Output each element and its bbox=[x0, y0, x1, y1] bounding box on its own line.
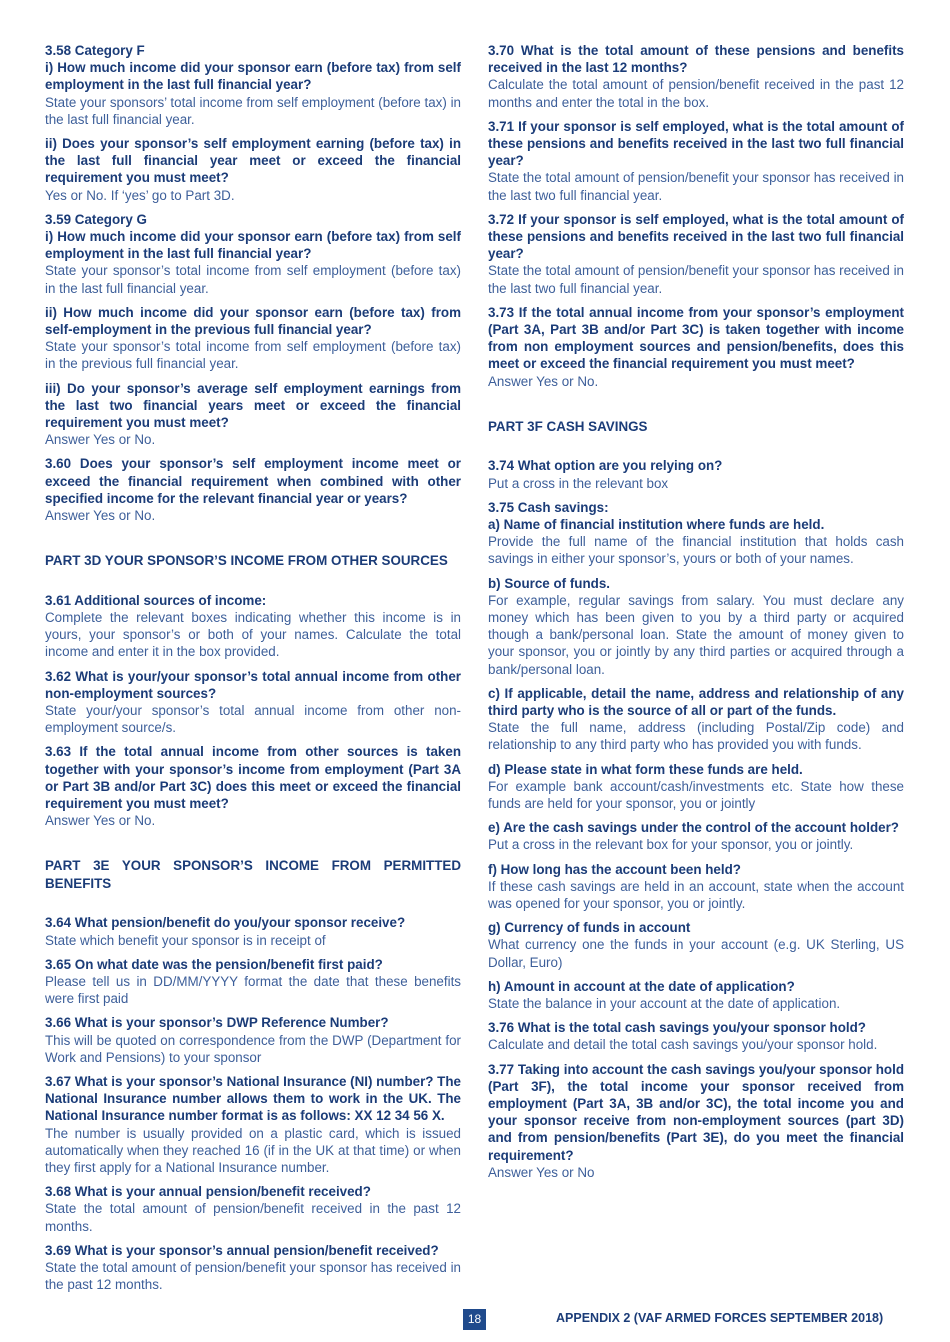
question-block bbox=[488, 819, 904, 853]
answer-guidance: What currency one the funds in your account (e.g. UK Sterling, US Dollar, Euro) bbox=[488, 937, 904, 970]
question-text: 3.67 What is your sponsor’s National Insurance (NI) number? The National Insurance number allows them to work in the UK. The National Insurance number format is as follows: XX 12 34 56 X. bbox=[45, 1074, 461, 1124]
answer-guidance: For example bank account/cash/investments etc. State how these funds are held for your sponsor, you or jointly bbox=[488, 778, 904, 812]
question-text: 3.74 What option are you relying on? bbox=[488, 458, 723, 474]
question-block bbox=[488, 457, 904, 491]
question-block bbox=[488, 118, 904, 204]
question-block bbox=[45, 956, 461, 1008]
question-text: d) Please state in what form these funds are held. bbox=[488, 761, 803, 777]
question-block bbox=[45, 304, 461, 373]
question-block bbox=[488, 919, 904, 971]
question-text: 3.60 Does your sponsor’s self employment income meet or exceed the financial requirement when combined with other specified income for the relevant financial year or years? bbox=[45, 456, 461, 506]
question-text: g) Currency of funds in account bbox=[488, 920, 691, 936]
question-text: 3.73 If the total annual income from your sponsor’s employment (Part 3A, Part 3B and/or Part 3C) is taken together with income from non employment sources and pension/benefits, does this meet or exceed the financial requirement you must meet? bbox=[488, 304, 904, 372]
answer-guidance: If these cash savings are held in an account, state when the account was opened for your sponsor, you or jointly. bbox=[488, 878, 904, 912]
question-block bbox=[488, 861, 904, 913]
question-text: 3.68 What is your annual pension/benefit received? bbox=[45, 1184, 371, 1200]
question-text: 3.59 Category G bbox=[45, 211, 147, 227]
question-text: iii) Do your sponsor’s average self employment earnings from the last two financial years meet or exceed the financial requirement you must meet? bbox=[45, 380, 461, 431]
question-block bbox=[45, 668, 461, 737]
question-block bbox=[488, 211, 904, 297]
footer-title: APPENDIX 2 (VAF ARMED FORCES SEPTEMBER 2018) bbox=[556, 1311, 884, 1325]
question-text: 3.64 What pension/benefit do you/your sponsor receive? bbox=[45, 915, 406, 931]
answer-guidance: Calculate the total amount of pension/benefit received in the past 12 months and enter the total in the box. bbox=[488, 77, 904, 110]
section-heading: PART 3E YOUR SPONSOR’S INCOME FROM PERMITTED BENEFITS bbox=[45, 858, 461, 891]
question-text: 3.58 Category F bbox=[45, 43, 145, 58]
question-text: 3.62 What is your/your sponsor’s total annual income from other non-employment sources? bbox=[45, 668, 461, 701]
question-text: 3.69 What is your sponsor’s annual pension/benefit received? bbox=[45, 1242, 439, 1258]
question-text: 3.71 If your sponsor is self employed, what is the total amount of these pensions and benefits received in the last two full financial year? bbox=[488, 118, 904, 169]
answer-guidance: Put a cross in the relevant box bbox=[488, 475, 669, 491]
answer-guidance: State the total amount of pension/benefit your sponsor has received in the past 12 months. bbox=[45, 1260, 461, 1293]
answer-guidance: State your sponsor’s total income from self employment (before tax) in the last full financial year. bbox=[45, 263, 461, 296]
question-text: c) If applicable, detail the name, address and relationship of any third party who is the source of all or part of the funds. bbox=[488, 685, 904, 718]
question-text: 3.65 On what date was the pension/benefit first paid? bbox=[45, 956, 383, 972]
answer-guidance: The number is usually provided on a plastic card, which is issued automatically when they reached 16 (if in the UK at that time) or when they first apply for a National Insurance number. bbox=[45, 1125, 461, 1176]
question-text: 3.66 What is your sponsor’s DWP Reference Number? bbox=[45, 1015, 389, 1031]
answer-guidance: Put a cross in the relevant box for your sponsor, you or jointly. bbox=[488, 837, 854, 853]
answer-guidance: State your/your sponsor’s total annual income from other non-employment source/s. bbox=[45, 703, 461, 736]
answer-guidance: State the total amount of pension/benefit received in the past 12 months. bbox=[45, 1201, 461, 1234]
answer-guidance: For example, regular savings from salary. You must declare any money which has been given to you by a third party or acquired though a bank/personal loan. State the amount of money given to your sponsor, you or jointly by any third parties or acquired through a bank/personal loan. bbox=[488, 592, 904, 677]
question-block bbox=[45, 743, 461, 829]
answer-guidance: Answer Yes or No bbox=[488, 1164, 595, 1180]
question-text: i) How much income did your sponsor earn (before tax) from self employment in the last full financial year? bbox=[45, 60, 461, 93]
question-block bbox=[45, 914, 461, 948]
question-block bbox=[45, 592, 461, 661]
question-block bbox=[45, 135, 461, 204]
answer-guidance: Complete the relevant boxes indicating whether this income is in yours, your sponsor’s or both of your names. Calculate the total income and enter it in the box provided. bbox=[45, 609, 461, 660]
answer-guidance: Yes or No. If ‘yes’ go to Part 3D. bbox=[45, 187, 235, 203]
answer-guidance: State the total amount of pension/benefit your sponsor has received in the last two full financial year. bbox=[488, 263, 904, 296]
answer-guidance: Answer Yes or No. bbox=[488, 373, 599, 389]
section-heading: PART 3D YOUR SPONSOR’S INCOME FROM OTHER SOURCES bbox=[45, 553, 448, 569]
question-block bbox=[45, 455, 461, 524]
question-block bbox=[488, 304, 904, 390]
question-block bbox=[45, 1014, 461, 1066]
question-text: b) Source of funds. bbox=[488, 575, 610, 591]
answer-guidance: Calculate and detail the total cash savings you/your sponsor hold. bbox=[488, 1037, 878, 1053]
question-block bbox=[488, 499, 904, 568]
question-text: i) How much income did your sponsor earn (before tax) from self employment in the last full financial year? bbox=[45, 229, 461, 262]
question-text: f) How long has the account been held? bbox=[488, 861, 741, 877]
question-block bbox=[488, 575, 904, 678]
answer-guidance: State the total amount of pension/benefit your sponsor has received in the last two full financial year. bbox=[488, 170, 904, 203]
question-text: 3.61 Additional sources of income: bbox=[45, 592, 267, 608]
section-heading: PART 3F CASH SAVINGS bbox=[488, 418, 648, 434]
question-text: 3.63 If the total annual income from other sources is taken together with your sponsor’s income from employment (Part 3A or Part 3B and/or Part 3C) does this meet or exceed the financial requirement you must meet? bbox=[45, 744, 461, 812]
question-block bbox=[488, 42, 904, 111]
answer-guidance: Please tell us in DD/MM/YYYY format the date that these benefits were first paid bbox=[45, 974, 461, 1007]
answer-guidance: This will be quoted on correspondence from the DWP (Department for Work and Pensions) to your sponsor bbox=[45, 1032, 461, 1065]
question-block bbox=[488, 1019, 904, 1053]
answer-guidance: Answer Yes or No. bbox=[45, 432, 156, 448]
question-text: h) Amount in account at the date of application? bbox=[488, 978, 795, 994]
answer-guidance: State the balance in your account at the date of application. bbox=[488, 996, 841, 1012]
answer-guidance: State your sponsor’s total income from self employment (before tax) in the previous full financial year. bbox=[45, 339, 461, 372]
question-text: ii) Does your sponsor’s self employment earning (before tax) in the last full financial year meet or exceed the financial requirement you must meet? bbox=[45, 136, 461, 186]
question-block bbox=[45, 1073, 461, 1176]
answer-guidance: Provide the full name of the financial institution that holds cash savings in either your sponsor’s, yours or both of your names. bbox=[488, 534, 904, 567]
question-text: 3.76 What is the total cash savings you/your sponsor hold? bbox=[488, 1020, 866, 1036]
question-text: ii) How much income did your sponsor earn (before tax) from self-employment in the previous full financial year? bbox=[45, 304, 461, 338]
answer-guidance: State your sponsors’ total income from self employment (before tax) in the last full financial year. bbox=[45, 94, 461, 127]
right-column bbox=[488, 42, 904, 1188]
question-block bbox=[488, 1061, 904, 1181]
question-block bbox=[488, 685, 904, 754]
left-column bbox=[45, 42, 461, 1300]
answer-guidance: State the full name, address (including Postal/Zip code) and relationship to any third party who has provided you with funds. bbox=[488, 720, 904, 753]
question-block bbox=[488, 978, 904, 1012]
question-block bbox=[45, 1242, 461, 1294]
page-number: 18 bbox=[463, 1309, 486, 1330]
question-text: a) Name of financial institution where funds are held. bbox=[488, 516, 825, 532]
answer-guidance: State which benefit your sponsor is in receipt of bbox=[45, 932, 326, 948]
question-block bbox=[488, 761, 904, 813]
question-block bbox=[45, 211, 461, 297]
question-text: 3.72 If your sponsor is self employed, what is the total amount of these pensions and benefits received in the last two full financial year? bbox=[488, 211, 904, 262]
question-text: 3.75 Cash savings: bbox=[488, 499, 609, 515]
question-block bbox=[45, 42, 461, 128]
question-block bbox=[45, 380, 461, 449]
answer-guidance: Answer Yes or No. bbox=[45, 508, 156, 524]
answer-guidance: Answer Yes or No. bbox=[45, 813, 156, 829]
question-block bbox=[45, 1183, 461, 1235]
question-text: 3.70 What is the total amount of these pensions and benefits received in the last 12 months? bbox=[488, 43, 904, 76]
question-text: 3.77 Taking into account the cash savings you/your sponsor hold (Part 3F), the total income your sponsor received from employment (Part 3A, 3B and/or 3C), the total income you and your sponsor receive from non-employment sources (part 3D) and from pension/benefits (Part 3E), do you meet the financial requirement? bbox=[488, 1061, 904, 1163]
question-text: e) Are the cash savings under the control of the account holder? bbox=[488, 820, 899, 836]
